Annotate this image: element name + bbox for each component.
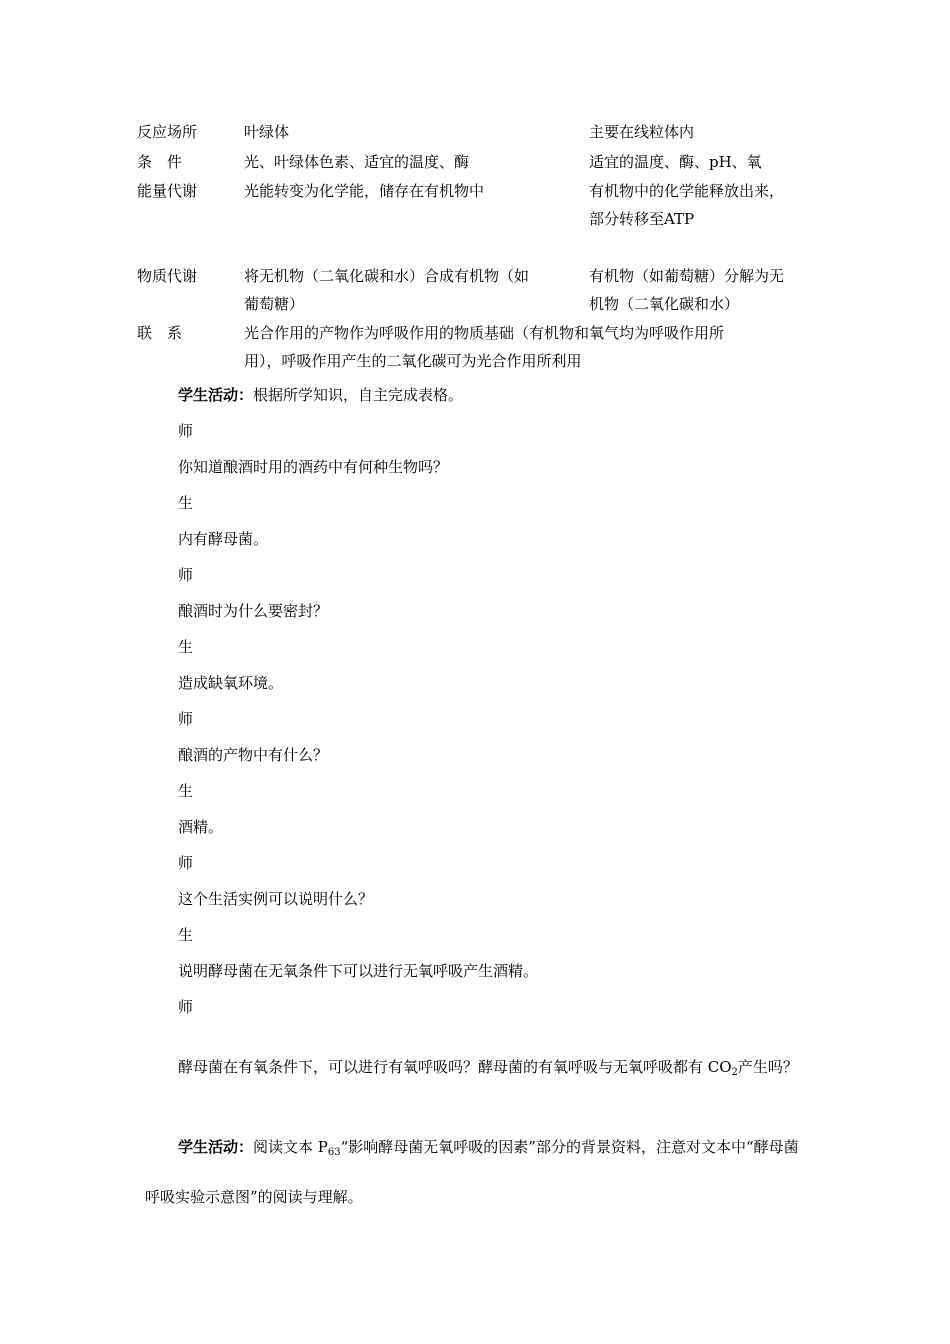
speaker-teacher: 师: [178, 422, 194, 440]
activity-label: 学生活动：: [178, 386, 254, 404]
cell-photosynthesis-line1: 将无机物（二氧化碳和水）合成有机物（如: [244, 267, 530, 285]
cell-photosynthesis: 光能转变为化学能，储存在有机物中: [244, 182, 485, 200]
cell-photosynthesis-line2: 葡萄糖）: [244, 295, 305, 313]
dialogue-line: 这个生活实例可以说明什么？: [178, 890, 374, 908]
cell-photosynthesis: 光、叶绿体色素、适宜的温度、酶: [244, 153, 470, 171]
dialogue-line: 内有酵母菌。: [178, 530, 269, 548]
row-label: 联 系: [137, 324, 183, 342]
activity-text: 阅读文本 P: [253, 1138, 328, 1156]
cell-relation-line2: 用），呼吸作用产生的二氧化碳可为光合作用所利用: [244, 352, 582, 370]
dialogue-line: 你知道酿酒时用的酒药中有何种生物吗？: [178, 458, 449, 476]
speaker-teacher: 师: [178, 854, 194, 872]
speaker-student: 生: [178, 494, 194, 512]
dialogue-line: 酿酒时为什么要密封？: [178, 602, 329, 620]
speaker-teacher: 师: [178, 566, 194, 584]
cell-respiration-line1: 有机物（如葡萄糖）分解为无: [589, 267, 785, 285]
cell-respiration-line2: 机物（二氧化碳和水）: [589, 295, 740, 313]
student-activity-2: [145, 1125, 810, 1219]
dialogue-line: 说明酵母菌在无氧条件下可以进行无氧呼吸产生酒精。: [178, 962, 539, 980]
question-paragraph: [145, 1045, 810, 1095]
paragraph-text: 酵母菌在有氧条件下，可以进行有氧呼吸吗？酵母菌的有氧呼吸与无氧呼吸都有 CO: [178, 1058, 732, 1076]
cell-photosynthesis: 叶绿体: [244, 123, 290, 141]
student-activity-1: [178, 381, 463, 409]
dialogue-line: 酒精。: [178, 818, 224, 836]
cell-respiration-line2: 部分转移至ATP: [589, 210, 695, 228]
speaker-teacher: 师: [178, 710, 194, 728]
cell-relation-line1: 光合作用的产物作为呼吸作用的物质基础（有机物和氧气均为呼吸作用所: [244, 324, 725, 342]
speaker-student: 生: [178, 926, 194, 944]
speaker-student: 生: [178, 782, 194, 800]
cell-respiration: 主要在线粒体内: [589, 123, 695, 141]
row-label: 能量代谢: [137, 182, 198, 200]
cell-respiration-line1: 有机物中的化学能释放出来，: [589, 182, 785, 200]
row-label: 物质代谢: [137, 267, 198, 285]
activity-label: 学生活动：: [178, 1138, 254, 1156]
dialogue-line: 造成缺氧环境。: [178, 674, 284, 692]
row-label: 条 件: [137, 153, 183, 171]
cell-respiration: 适宜的温度、酶、pH、氧: [589, 153, 762, 171]
activity-text: “影响酵母菌无氧呼吸的因素”部分的背景资料，注意对文本中“酵母菌呼吸实验示意图”的阅读与理解。: [145, 1138, 799, 1206]
paragraph-text: 产生吗？: [737, 1058, 798, 1076]
subscript: 63: [327, 1147, 341, 1158]
subscript: 2: [731, 1067, 738, 1078]
row-label: 反应场所: [137, 123, 198, 141]
speaker-teacher: 师: [178, 998, 194, 1016]
dialogue-line: 酿酒的产物中有什么？: [178, 746, 329, 764]
activity-text: 根据所学知识，自主完成表格。: [253, 386, 464, 404]
speaker-student: 生: [178, 638, 194, 656]
